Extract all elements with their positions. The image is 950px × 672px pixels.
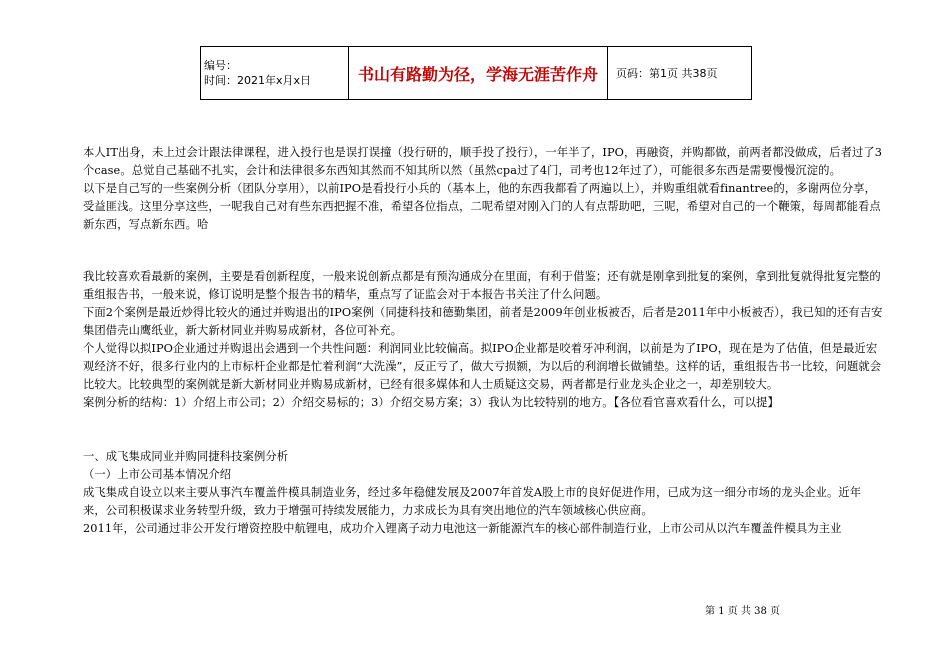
document-number-label: 编号： — [204, 59, 237, 72]
header-motto: 书山有路勤为径，学海无涯苦作舟 — [349, 47, 608, 100]
paragraph-spacer — [83, 234, 883, 268]
paragraph-spacer — [83, 412, 883, 448]
header-meta-cell — [201, 47, 349, 100]
paragraph: 成飞集成自设立以来主要从事汽车覆盖件模具制造业务，经过多年稳健发展及2007年首发A股上市的良好促进作用，已成为这一细分市场的龙头企业。近年来，公司积极谋求业务转型升级，致力于增强可持续发展能力，力求成长为具有突出地位的汽车领域核心供应商。 — [83, 486, 862, 517]
paragraph: 以下是自己写的一些案例分析（团队分享用），以前IPO是看投行小兵的（基本上，他的东西我都看了两遍以上），并购重组就看finantree的，多谢两位分享，受益匪浅。这里分享这些，一呢我自己对有些东西把握不准，希望各位指点，二呢希望对刚入门的人有点帮助吧，三呢，希望对自己的一个鞭策，每周都能看点新东西，写点新东西。哈 — [83, 182, 881, 231]
paragraph: 2011年，公司通过非公开发行增资控股中航锂电，成功介入锂离子动力电池这一新能源汽车的核心部件制造行业，上市公司从以汽车覆盖件模具为主业 — [83, 522, 842, 535]
paragraph: 本人IT出身，未上过会计跟法律课程，进入投行也是误打误撞（投行研的，顺手投了投行），一年半了，IPO，再融资，并购都做，前两者都没做成，后者过了3个case。总觉自己基础不扎实，会计和法律很多东西知其然而不知其所以然（虽然cpa过了4门，司考也12年过了），可能很多东西是需要慢慢沉淀的。 — [83, 146, 883, 177]
document-body — [83, 144, 883, 538]
header-table — [200, 46, 752, 100]
page-footer: 第 1 页 共 38 页 — [705, 606, 780, 617]
paragraph: 我比较喜欢看最新的案例，主要是看创新程度，一般来说创新点都是有预沟通成分在里面，有利于借鉴；还有就是刚拿到批复的案例，拿到批复就得批复完整的重组报告书，一般来说，修订说明是整个报告书的精华，重点写了证监会对于本报告书关注了什么问题。 — [83, 270, 881, 301]
section-heading: 一、成飞集成同业并购同捷科技案例分析 — [83, 450, 289, 463]
paragraph: 下面2个案例是最近炒得比较火的通过并购退出的IPO案例（同捷科技和德勤集团，前者是2009年创业板被否，后者是2011年中小板被否），我已知的还有吉安集团借壳山鹰纸业，新大新材同业并购易成新材，各位可补充。 — [83, 306, 883, 337]
header-page-label: 页码：第1页 共38页 — [608, 47, 752, 100]
document-time-label: 时间：2021年x月x日 — [204, 74, 312, 87]
subsection-heading: （一）上市公司基本情况介绍 — [83, 468, 232, 481]
paragraph: 案例分析的结构：1）介绍上市公司；2）介绍交易标的；3）介绍交易方案；3）我认为比较特别的地方。【各位看官喜欢看什么，可以提】 — [83, 396, 779, 409]
paragraph: 个人觉得以拟IPO企业通过并购退出会遇到一个共性问题：利润同业比较偏高。拟IPO企业都是咬着牙冲利润，以前是为了IPO，现在是为了估值，但是最近宏观经济不好，很多行业内的上市标杆企业都是忙着利润“大洗澡”，反正亏了，做大亏损额，为以后的利润增长做铺垫。这样的话，重组报告书一比较，问题就会比较大。比较典型的案例就是新大新材同业并购易成新材，已经有很多媒体和人士质疑这交易，两者都是行业龙头企业之一，却差别较大。 — [83, 342, 882, 391]
